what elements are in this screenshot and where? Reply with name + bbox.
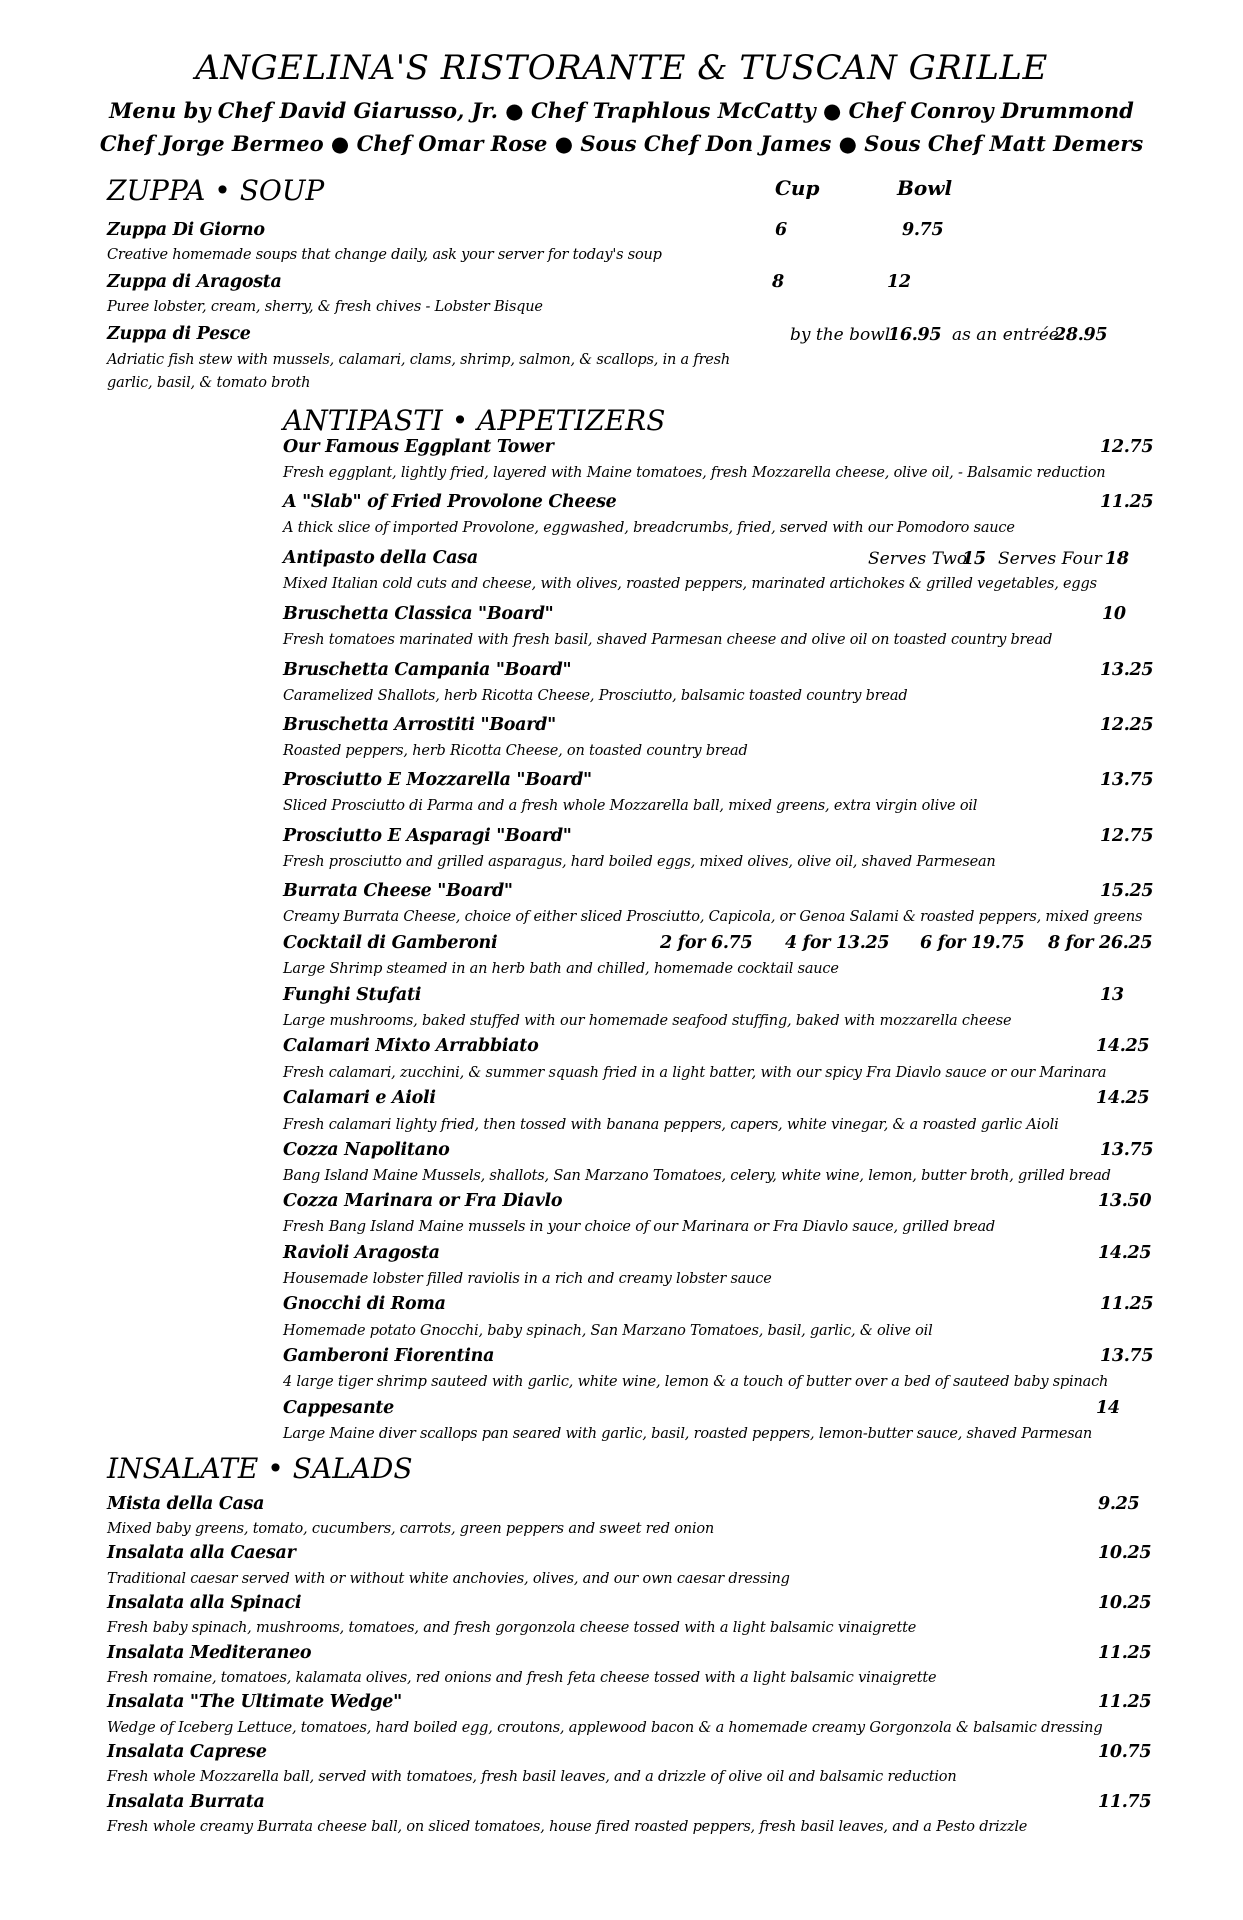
soup-entree-price: 28.95 bbox=[1054, 325, 1108, 345]
item-name: Mista della Casa bbox=[107, 1494, 265, 1514]
item-price: 14 bbox=[1096, 1398, 1120, 1418]
item-name: Calamari e Aioli bbox=[283, 1088, 436, 1108]
item-desc: Bang Island Maine Mussels, shallots, San Marzano Tomatoes, celery, white wine, lemon, butter broth, grilled bread bbox=[283, 1168, 1111, 1184]
price-tier: 2 for 6.75 bbox=[660, 933, 753, 953]
item-desc: Fresh baby spinach, mushrooms, tomatoes, and fresh gorgonzola cheese tossed with a light balsamic vinaigrette bbox=[107, 1620, 917, 1636]
soup-cup-price: 8 bbox=[772, 272, 784, 292]
item-name: A "Slab" of Fried Provolone Cheese bbox=[283, 492, 617, 512]
item-desc: Homemade potato Gnocchi, baby spinach, San Marzano Tomatoes, basil, garlic, & olive oil bbox=[283, 1323, 933, 1339]
item-name: Insalata alla Spinaci bbox=[107, 1593, 302, 1613]
item-desc: Caramelized Shallots, herb Ricotta Cheese, Prosciutto, balsamic toasted country bread bbox=[283, 688, 908, 704]
item-name: Burrata Cheese "Board" bbox=[283, 881, 513, 901]
item-price: 13 bbox=[1100, 985, 1124, 1005]
item-desc: Creamy Burrata Cheese, choice of either sliced Prosciutto, Capicola, or Genoa Salami & roasted peppers, mixed greens bbox=[283, 909, 1143, 925]
soup-item-name: Zuppa Di Giorno bbox=[107, 220, 265, 240]
item-price: 10 bbox=[1102, 604, 1126, 624]
item-name: Prosciutto E Asparagi "Board" bbox=[283, 826, 572, 846]
item-price: 14.25 bbox=[1096, 1036, 1150, 1056]
item-desc: Large Shrimp steamed in an herb bath and chilled, homemade cocktail sauce bbox=[283, 961, 839, 977]
item-name: Funghi Stufati bbox=[283, 985, 422, 1005]
item-price: 12.75 bbox=[1100, 826, 1154, 846]
item-desc: Roasted peppers, herb Ricotta Cheese, on toasted country bread bbox=[283, 743, 748, 759]
soup-cup-header: Cup bbox=[775, 176, 820, 200]
item-price: 11.25 bbox=[1100, 492, 1154, 512]
soup-bowl-label: by the bowl bbox=[790, 325, 891, 345]
item-name: Ravioli Aragosta bbox=[283, 1243, 440, 1263]
item-desc: Fresh tomatoes marinated with fresh basil, shaved Parmesan cheese and olive oil on toasted country bread bbox=[283, 632, 1053, 648]
item-desc: Mixed Italian cold cuts and cheese, with olives, roasted peppers, marinated artichokes & grilled vegetables, eggs bbox=[283, 576, 1097, 592]
item-desc: Mixed baby greens, tomato, cucumbers, carrots, green peppers and sweet red onion bbox=[107, 1521, 715, 1537]
item-price: 12.75 bbox=[1100, 437, 1154, 457]
serves-four-label: Serves Four bbox=[998, 549, 1102, 569]
serves-four-price: 18 bbox=[1105, 549, 1129, 569]
item-name: Bruschetta Classica "Board" bbox=[283, 604, 554, 624]
price-tier: 6 for 19.75 bbox=[920, 933, 1025, 953]
item-price: 13.25 bbox=[1100, 660, 1154, 680]
item-price: 11.25 bbox=[1098, 1643, 1152, 1663]
soup-entree-label: as an entrée bbox=[952, 325, 1059, 345]
item-desc: Sliced Prosciutto di Parma and a fresh whole Mozzarella ball, mixed greens, extra virgin olive oil bbox=[283, 798, 978, 814]
item-price: 13.75 bbox=[1100, 1140, 1154, 1160]
soup-item-desc: Puree lobster, cream, sherry, & fresh chives - Lobster Bisque bbox=[107, 299, 543, 315]
item-desc: A thick slice of imported Provolone, eggwashed, breadcrumbs, fried, served with our Pomodoro sauce bbox=[283, 520, 1015, 536]
item-name: Bruschetta Campania "Board" bbox=[283, 660, 572, 680]
soup-item-desc: Creative homemade soups that change daily, ask your server for today's soup bbox=[107, 247, 662, 263]
item-name: Gamberoni Fiorentina bbox=[283, 1346, 495, 1366]
item-name: Insalata Burrata bbox=[107, 1792, 265, 1812]
item-desc: Large mushrooms, baked stuffed with our homemade seafood stuffing, baked with mozzarella cheese bbox=[283, 1013, 1012, 1029]
chefs-line-2: Chef Jorge Bermeo ● Chef Omar Rose ● Sous Chef Don James ● Sous Chef Matt Demers bbox=[99, 131, 1144, 156]
item-price: 11.25 bbox=[1100, 1294, 1154, 1314]
item-name: Insalata Mediteraneo bbox=[107, 1643, 312, 1663]
item-name: Cappesante bbox=[283, 1398, 395, 1418]
chefs-line-1: Menu by Chef David Giarusso, Jr. ● Chef Traphlous McCatty ● Chef Conroy Drummond bbox=[109, 98, 1134, 123]
item-price: 11.25 bbox=[1098, 1692, 1152, 1712]
item-name: Our Famous Eggplant Tower bbox=[283, 437, 554, 457]
item-price: 9.25 bbox=[1098, 1494, 1140, 1514]
item-price: 15.25 bbox=[1100, 881, 1154, 901]
soup-heading: ZUPPA • SOUP bbox=[107, 174, 325, 207]
item-price: 13.75 bbox=[1100, 770, 1154, 790]
item-desc: Fresh whole creamy Burrata cheese ball, on sliced tomatoes, house fired roasted peppers, fresh basil leaves, and a Pesto drizzle bbox=[107, 1819, 1028, 1835]
item-name: Cozza Napolitano bbox=[283, 1140, 450, 1160]
salads-heading: INSALATE • SALADS bbox=[107, 1452, 413, 1485]
item-desc: 4 large tiger shrimp sauteed with garlic, white wine, lemon & a touch of butter over a bed of sauteed baby spinach bbox=[283, 1374, 1109, 1390]
price-tier: 4 for 13.25 bbox=[785, 933, 890, 953]
item-price: 13.50 bbox=[1098, 1191, 1152, 1211]
soup-item-desc: garlic, basil, & tomato broth bbox=[107, 375, 311, 391]
antipasti-heading: ANTIPASTI • APPETIZERS bbox=[283, 404, 666, 437]
item-name: Antipasto della Casa bbox=[283, 548, 478, 568]
price-tier: 8 for 26.25 bbox=[1048, 933, 1153, 953]
item-name: Insalata Caprese bbox=[107, 1742, 267, 1762]
item-desc: Large Maine diver scallops pan seared with garlic, basil, roasted peppers, lemon-butter sauce, shaved Parmesan bbox=[283, 1426, 1093, 1442]
item-desc: Fresh calamari lighty fried, then tossed with banana peppers, capers, white vinegar, & a roasted garlic Aioli bbox=[283, 1117, 1059, 1133]
item-desc: Fresh Bang Island Maine mussels in your choice of our Marinara or Fra Diavlo sauce, grilled bread bbox=[283, 1219, 995, 1235]
item-price: 10.25 bbox=[1098, 1543, 1152, 1563]
item-desc: Traditional caesar served with or without white anchovies, olives, and our own caesar dressing bbox=[107, 1571, 790, 1587]
item-desc: Wedge of Iceberg Lettuce, tomatoes, hard boiled egg, croutons, applewood bacon & a homemade creamy Gorgonzola & balsamic dressing bbox=[107, 1720, 1103, 1736]
soup-cup-price: 6 bbox=[775, 220, 787, 240]
soup-bowl-price: 9.75 bbox=[902, 220, 944, 240]
item-price: 13.75 bbox=[1100, 1346, 1154, 1366]
item-price: 12.25 bbox=[1100, 715, 1154, 735]
serves-two-price: 15 bbox=[962, 549, 986, 569]
item-price: 14.25 bbox=[1096, 1088, 1150, 1108]
item-price: 14.25 bbox=[1098, 1243, 1152, 1263]
item-desc: Fresh romaine, tomatoes, kalamata olives, red onions and fresh feta cheese tossed with a light balsamic vinaigrette bbox=[107, 1670, 937, 1686]
item-name: Calamari Mixto Arrabbiato bbox=[283, 1036, 539, 1056]
item-name: Bruschetta Arrostiti "Board" bbox=[283, 715, 556, 735]
soup-bowl-header: Bowl bbox=[897, 176, 953, 200]
soup-item-name: Zuppa di Pesce bbox=[107, 324, 251, 344]
item-name: Prosciutto E Mozzarella "Board" bbox=[283, 770, 592, 790]
item-name: Insalata "The Ultimate Wedge" bbox=[107, 1692, 402, 1712]
item-desc: Fresh eggplant, lightly fried, layered with Maine tomatoes, fresh Mozzarella cheese, olive oil, - Balsamic reduction bbox=[283, 465, 1106, 481]
item-desc: Fresh calamari, zucchini, & summer squash fried in a light batter, with our spicy Fra Diavlo sauce or our Marinara bbox=[283, 1065, 1107, 1081]
item-price: 11.75 bbox=[1098, 1792, 1152, 1812]
item-name: Cocktail di Gamberoni bbox=[283, 933, 498, 953]
item-name: Gnocchi di Roma bbox=[283, 1294, 446, 1314]
restaurant-title: ANGELINA'S RISTORANTE & TUSCAN GRILLE bbox=[195, 48, 1048, 88]
item-name: Insalata alla Caesar bbox=[107, 1543, 296, 1563]
item-name: Cozza Marinara or Fra Diavlo bbox=[283, 1191, 563, 1211]
soup-bowl-price: 12 bbox=[887, 272, 911, 292]
soup-item-desc: Adriatic fish stew with mussels, calamari, clams, shrimp, salmon, & scallops, in a fresh bbox=[107, 352, 731, 368]
soup-bowl-price: 16.95 bbox=[888, 325, 942, 345]
item-desc: Housemade lobster filled raviolis in a rich and creamy lobster sauce bbox=[283, 1271, 772, 1287]
soup-item-name: Zuppa di Aragosta bbox=[107, 272, 282, 292]
item-desc: Fresh whole Mozzarella ball, served with tomatoes, fresh basil leaves, and a drizzle of olive oil and balsamic reduction bbox=[107, 1769, 957, 1785]
item-price: 10.25 bbox=[1098, 1593, 1152, 1613]
serves-two-label: Serves Two bbox=[868, 549, 968, 569]
item-desc: Fresh prosciutto and grilled asparagus, hard boiled eggs, mixed olives, olive oil, shaved Parmesean bbox=[283, 854, 996, 870]
item-price: 10.75 bbox=[1098, 1742, 1152, 1762]
